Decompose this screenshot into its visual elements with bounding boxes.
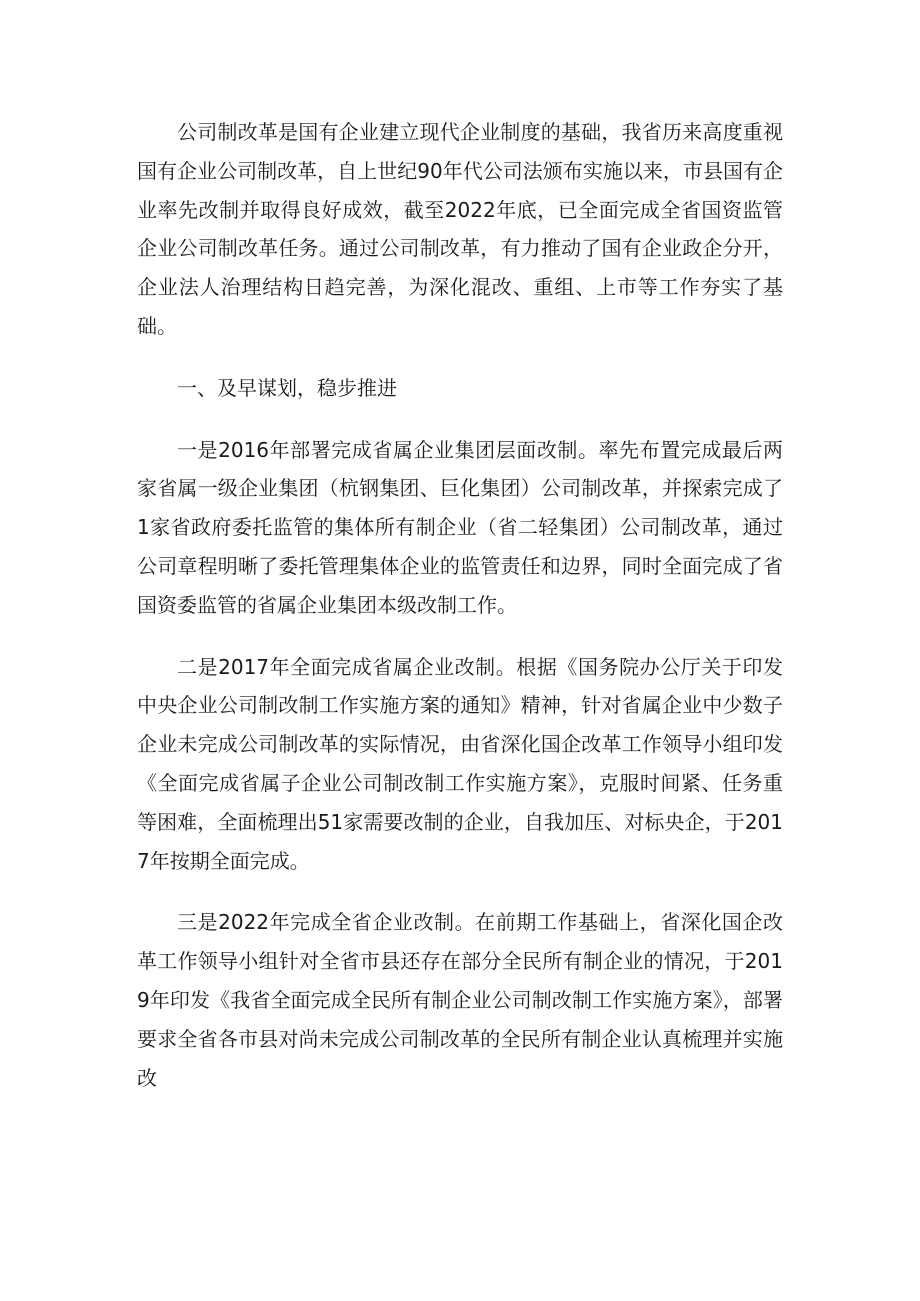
- intro-paragraph: 公司制改革是国有企业建立现代企业制度的基础，我省历来高度重视国有企业公司制改革，自上世纪90年代公司法颁布实施以来，市县国有企业率先改制并取得良好成效，截至2022年底，已全面完成全省国资监管企业公司制改革任务。通过公司制改革，有力推动了国有企业政企分开，企业法人治理结构日趋完善，为深化混改、重组、上市等工作夯实了基础。: [137, 120, 783, 338]
- paragraph-2016: 一是2016年部署完成省属企业集团层面改制。率先布置完成最后两家省属一级企业集团（杭钢集团、巨化集团）公司制改革，并探索完成了1家省政府委托监管的集体所有制企业（省二轻集团）公司制改革，通过公司章程明晰了委托管理集体企业的监管责任和边界，同时全面完成了省国资委监管的省属企业集团本级改制工作。: [137, 437, 783, 617]
- document-body: [137, 113, 783, 1120]
- paragraph-2017: 二是2017年全面完成省属企业改制。根据《国务院办公厅关于印发中央企业公司制改制工作实施方案的通知》精神，针对省属企业中少数子企业未完成公司制改革的实际情况，由省深化国企改革工作领导小组印发《全面完成省属子企业公司制改制工作实施方案》，克服时间紧、任务重等困难，全面梳理出51家需要改制的企业，自我加压、对标央企，于2017年按期全面完成。: [137, 654, 783, 873]
- paragraph-2022: 三是2022年完成全省企业改制。在前期工作基础上，省深化国企改革工作领导小组针对全省市县还存在部分全民所有制企业的情况，于2019年印发《我省全面完成全民所有制企业公司制改制工作实施方案》，部署要求全省各市县对尚未完成公司制改革的全民所有制企业认真梳理并实施改: [137, 910, 783, 1090]
- section-heading: 一、及早谋划，稳步推进: [177, 375, 397, 400]
